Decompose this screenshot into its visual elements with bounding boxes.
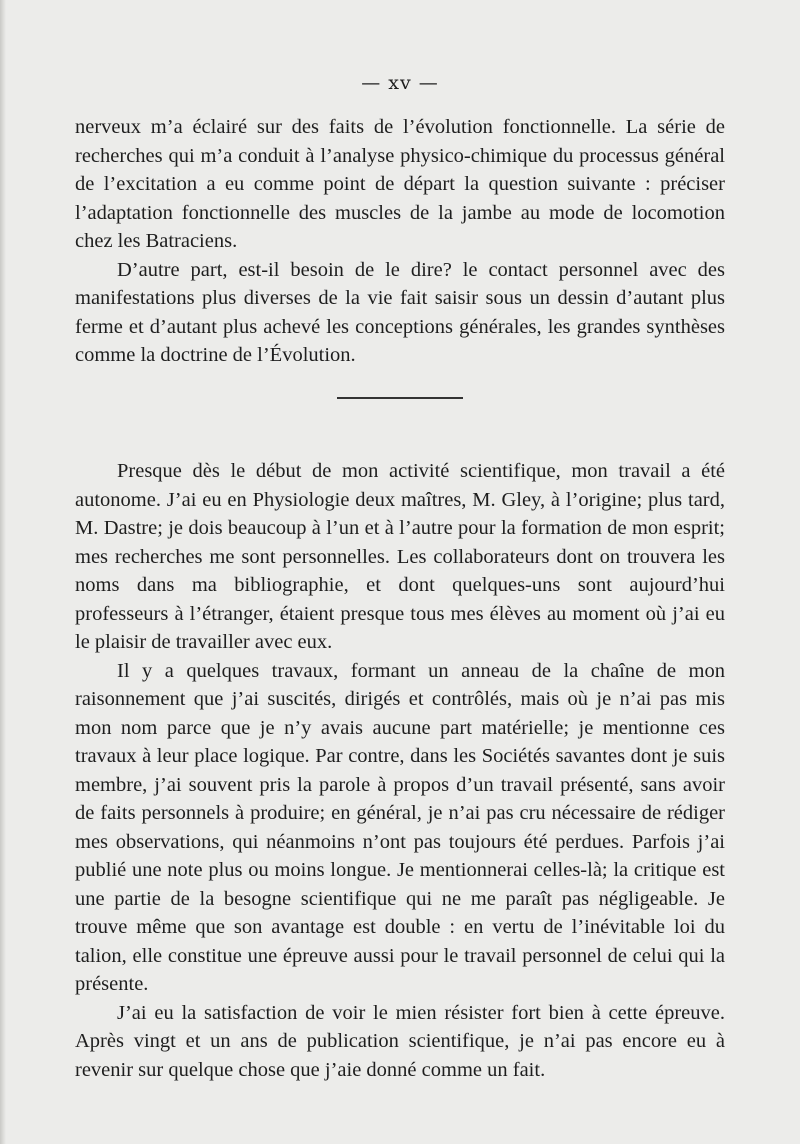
- paragraph: D’autre part, est-il besoin de le dire? le contact personnel avec des manifestations plus diverses de la vie fait saisir sous un dessin d’autant plus ferme et d’autant plus achevé les conceptions générales, les grandes synthèses comme la doctrine de l’Évolution.: [75, 258, 725, 366]
- paragraph: J’ai eu la satisfaction de voir le mien résister fort bien à cette épreuve. Après vingt et un ans de publication scientifique, je n’ai pas encore eu à revenir sur quelque chose que j’aie donné comme un fait.: [75, 1001, 725, 1081]
- page-number: — xv —: [361, 72, 439, 94]
- section-divider: [337, 397, 463, 399]
- paragraph: Presque dès le début de mon activité scientifique, mon travail a été autonome. J’ai eu en Physiologie deux maîtres, M. Gley, à l’origine; plus tard, M. Dastre; je dois beaucoup à l’un et à l’autre pour la formation de mon esprit; mes recherches me sont personnelles. Les collaborateurs dont on trouvera les noms dans ma bibliographie, et dont quelques-uns sont aujourd’hui professeurs à l’étranger, étaient presque tous mes élèves au moment où j’ai eu le plaisir de travailler avec eux.: [75, 460, 725, 653]
- paragraph: nerveux m’a éclairé sur des faits de l’évolution fonctionnelle. La série de recherches qui m’a conduit à l’analyse physico-chimique du processus général de l’excitation a eu comme point de départ la question suivante : préciser l’adaptation fonctionnelle des muscles de la jambe au mode de locomotion chez les Batraciens.: [75, 116, 725, 252]
- paragraph: Il y a quelques travaux, formant un anneau de la chaîne de mon raisonnement que j’ai suscités, dirigés et contrôlés, mais où je n’ai pas mis mon nom parce que je n’y avais aucune part matérielle; je mentionne ces travaux à leur place logique. Par contre, dans les Sociétés savantes dont je suis membre, j’ai souvent pris la parole à propos d’un travail présenté, sans avoir de faits personnels à produire; en général, je n’ai pas cru nécessaire de rédiger mes observations, qui néanmoins n’ont pas toujours été perdues. Parfois j’ai publié une note plus ou moins longue. Je mentionnerai celles-là; la critique est une partie de la besogne scientifique qui ne me paraît pas négligeable. Je trouve même que son avantage est double : en vertu de l’inévitable loi du talion, elle constitue une épreuve aussi pour le travail personnel de celui qui la présente.: [75, 659, 725, 995]
- page-edge-shadow: [0, 0, 6, 1144]
- text-section-1: [75, 113, 725, 370]
- text-section-2: [75, 457, 725, 1084]
